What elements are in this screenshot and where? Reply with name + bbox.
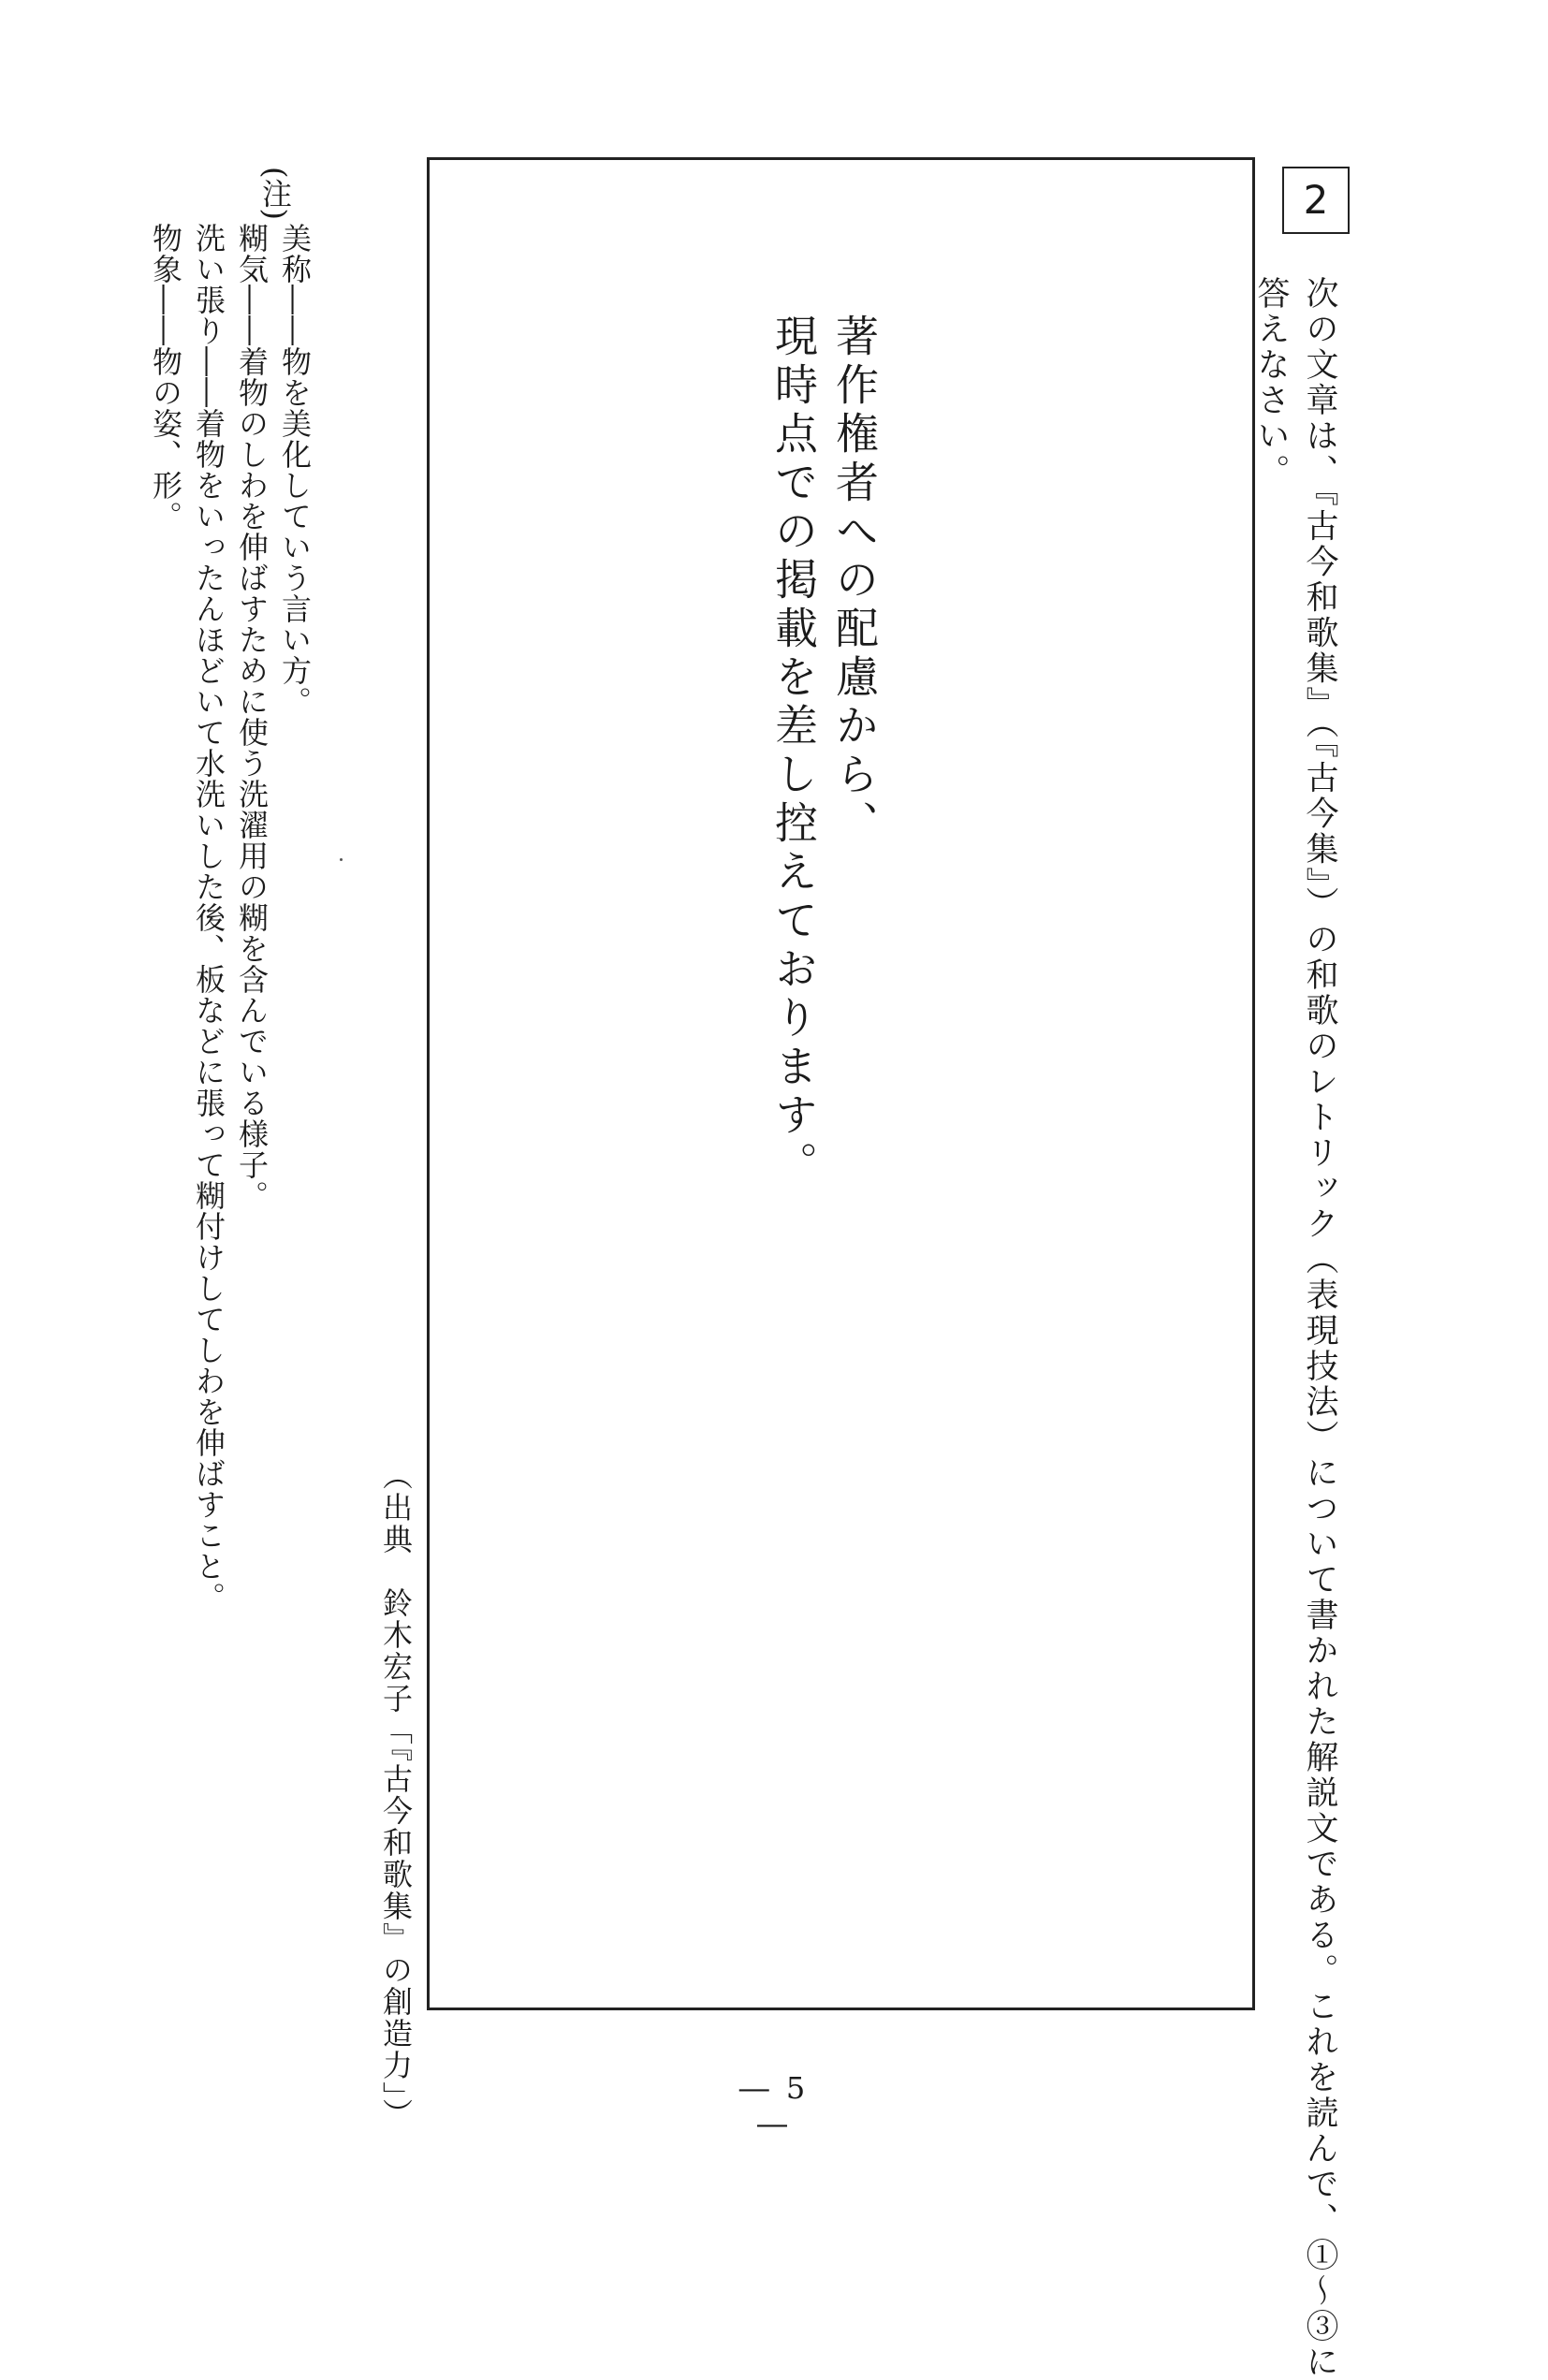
note-item: 美称――物を美化していう言い方。 [277,223,313,717]
question-number-box [1282,167,1350,234]
question-instruction-line-2: 答えなさい。 [1252,276,1290,489]
question-instruction-line-1: 次の文章は、『古今和歌集』（『古今集』）の和歌のレトリック（表現技法）について書かれた解説文である。これを読んで、①〜③に [1301,276,1338,2380]
source-citation: （出典 鈴木宏子「『古今和歌集』の創造力」） [378,1460,414,2130]
note-item: 物象――物の姿、形。 [148,223,183,532]
page-number: ― 5 ― [738,2070,810,2141]
note-item: 洗い張り――着物をいったんほどいて水洗いした後、板などに張って糊付けしてしわを伸ばすこと。 [191,223,226,1613]
stray-dot [340,858,343,861]
copyright-notice-line-1: 著作権者への配慮から、 [829,314,880,849]
note-item: 糊気――着物のしわを伸ばすために使う洗濯用の糊を含んでいる様子。 [234,223,270,1211]
question-number: 2 [1303,177,1329,223]
notes-heading: (注) [257,167,293,220]
copyright-notice-line-2: 現時点での掲載を差し控えております。 [768,314,819,1190]
